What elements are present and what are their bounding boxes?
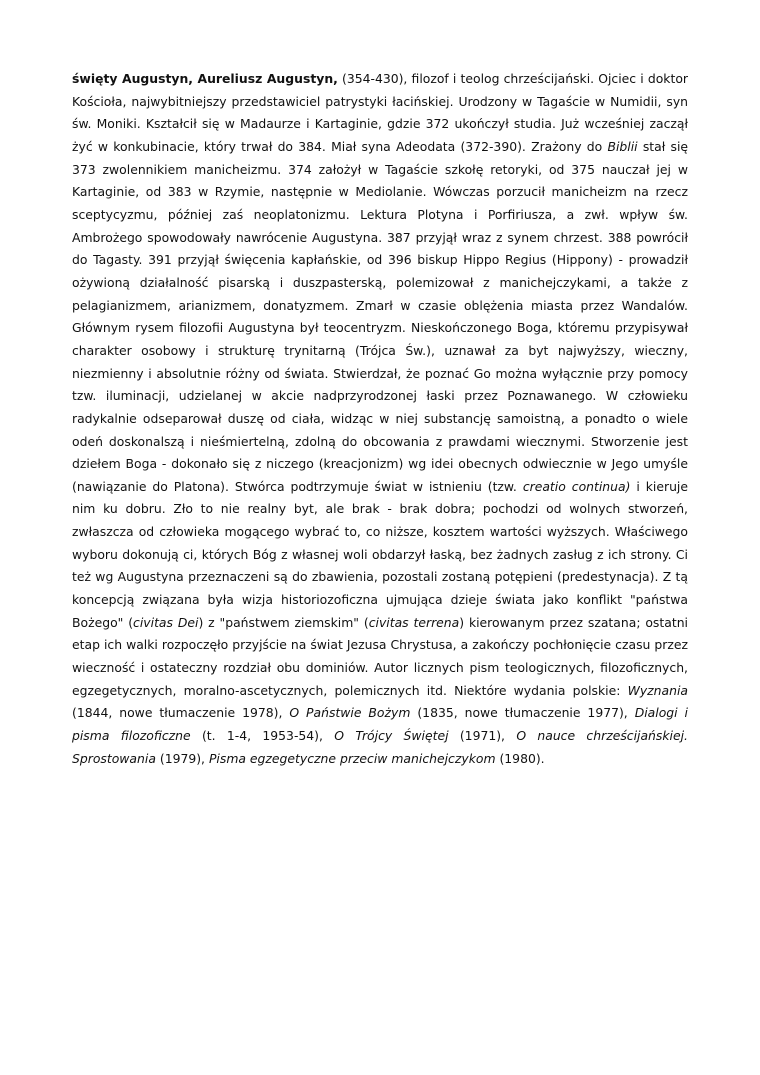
entry-italic-term: creatio continua)	[522, 478, 631, 494]
entry-text-segment: i kieruje nim ku dobru. Zło to nie realny byt, ale brak - brak dobra; pochodzi od wolnych stworzeń, zwłaszcza od człowieka mogącego wybrać to, co niższe, kosztem wartości wyższych. Właściwego wyboru dokonują ci, których Bóg z własnej woli obdarzył łaską, bez żadnych zasług z ich strony. Ci też wg Augustyna przeznaczeni są do zbawienia, pozostali zostaną potępieni (predestynacja). Z tą koncepcją związana była wizja historiozoficzna ujmująca dzieje świata jako konflikt "państwa Bożego" (	[72, 478, 689, 630]
entry-text-segment: (1835, nowe tłumaczenie 1977),	[410, 705, 635, 721]
entry-text-segment: stał się 373 zwolennikiem manicheizmu. 374 założył w Tagaście szkołę retoryki, od 375 nauczał jej w Kartaginie, od 383 w Rzymie, następnie w Mediolanie. Wówczas porzucił manicheizm na rzecz sceptycyzmu, później zaś neoplatonizmu. Lektura Plotyna i Porfiriusza, a zwł. wpływ św. Ambrożego spowodowały nawrócenie Augustyna. 387 przyjął wraz z synem chrzest. 388 powrócił do Tagasty. 391 przyjął święcenia kapłańskie, od 396 biskup Hippo Regius (Hippony) - prowadził ożywioną działalność pisarską i duszpasterską, polemizował z manichejczykami, a także z pelagianizmem, arianizmem, donatyzmem. Zmarł w czasie oblężenia miasta przez Wandalów. Głównym rysem filozofii Augustyna był teocentryzm. Nieskończonego Boga, któremu przypisywał charakter osobowy i strukturę trynitarną (Trójca Św.), uznawał za byt najwyższy, wieczny, niezmienny i absolutnie różny od świata. Stwierdzał, że poznać Go można wyłącznie przy pomocy tzw. iluminacji, udzielanej w akcie nadprzyrodzonej łaski przez Poznawanego. W człowieku radykalnie odseparował duszę od ciała, widząc w niej substancję samoistną, a ponadto o wiele odeń doskonalszą i nieśmiertelną, zdolną do obcowania z prawdami wiecznymi. Stworzenie jest dziełem Boga - dokonało się z niczego (kreacjonizm) wg idei obecnych odwiecznie w Jego umyśle (nawiązanie do Platona). Stwórca podtrzymuje świat w istnieniu (tzw.	[72, 138, 689, 494]
entry-text-segment: ) kierowanym przez szatana; ostatni etap ich walki rozpoczęło przyjście na świat Jezusa Chrystusa, a zakończy pochłonięcie czasu przez wieczność i ostateczny rozdział obu dominiów. Autor licznych pism teologicznych, filozoficznych, egzegetycznych, moralno-ascetycznych, polemicznych itd. Niektóre wydania polskie:	[72, 614, 688, 698]
entry-text-segment: (t. 1-4, 1953-54),	[190, 728, 335, 744]
entry-italic-title: O Państwie Bożym	[289, 705, 411, 721]
entry-text-segment: ) z "państwem ziemskim" (	[198, 614, 369, 630]
entry-italic-title: Wyznania	[627, 682, 688, 698]
entry-italic-term: civitas Dei	[133, 614, 199, 630]
entry-text-segment: (354-430), filozof i teolog chrześcijański. Ojciec i doktor Kościoła, najwybitniejszy przedstawiciel patrystyki łacińskiej. Urodzony w Tagaście w Numidii, syn św. Moniki. Kształcił się w Madaurze i Kartaginie, gdzie 372 ukończył studia. Już wcześniej zaczął żyć w konkubinacie, który trwał do 384. Miał syna Adeodata (372-390). Zrażony do	[72, 71, 688, 154]
entry-headword: święty Augustyn, Aureliusz Augustyn,	[72, 71, 338, 86]
entry-text-segment: (1980).	[495, 750, 545, 766]
entry-italic-title: O Trójcy Świętej	[334, 728, 449, 744]
entry-italic-term: civitas terrena	[368, 614, 460, 630]
encyclopedia-entry	[72, 68, 688, 770]
entry-italic-title: Dialogi i pisma filozoficzne	[72, 705, 688, 744]
entry-text-segment: (1979),	[155, 750, 209, 766]
entry-italic-title: O nauce chrześcijańskiej. Sprostowania	[72, 728, 688, 766]
entry-text-segment: (1844, nowe tłumaczenie 1978),	[72, 705, 290, 721]
entry-italic-title: Pisma egzegetyczne przeciw manichejczykom	[208, 750, 496, 766]
entry-italic-title: Biblii	[607, 138, 638, 154]
entry-text-segment: (1971),	[448, 728, 517, 744]
